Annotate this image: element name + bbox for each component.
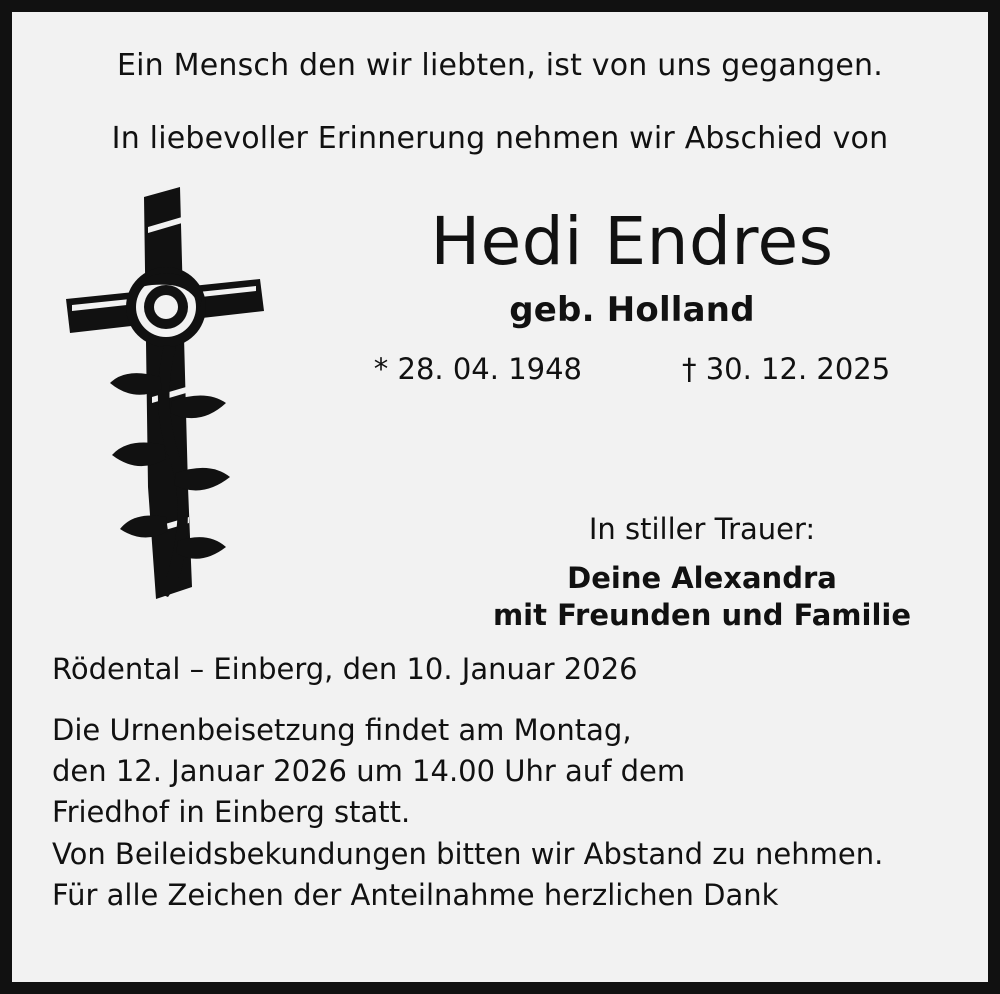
- mourning-block: [442, 512, 962, 634]
- funeral-details: [52, 710, 952, 916]
- deceased-name-block: [312, 203, 952, 387]
- death-date: † 30. 12. 2025: [682, 352, 891, 387]
- life-dates: [312, 352, 952, 386]
- intro-line-1: Ein Mensch den wir liebten, ist von uns gegangen.: [116, 48, 884, 83]
- mourning-names: [442, 560, 962, 634]
- birth-date: * 28. 04. 1948: [373, 352, 582, 387]
- mourning-name-line-2: mit Freunden und Familie: [492, 598, 912, 633]
- detail-line: Die Urnenbeisetzung findet am Montag,: [52, 713, 632, 747]
- detail-line: Von Beileidsbekundungen bitten wir Abstand zu nehmen.: [52, 836, 884, 871]
- detail-line: Friedhof in Einberg statt.: [52, 795, 411, 830]
- cross-with-rose-icon: [60, 187, 280, 617]
- detail-line: den 12. Januar 2026 um 14.00 Uhr auf dem: [52, 754, 686, 789]
- place-and-date: Rödental – Einberg, den 10. Januar 2026: [52, 652, 638, 686]
- mourning-name-line-1: Deine Alexandra: [567, 561, 837, 595]
- detail-line: Für alle Zeichen der Anteilnahme herzlichen Dank: [52, 877, 779, 912]
- deceased-name: Hedi Endres: [430, 203, 834, 280]
- intro-line-2: In liebevoller Erinnerung nehmen wir Abschied von: [111, 120, 889, 156]
- mourning-intro: In stiller Trauer:: [588, 512, 816, 546]
- bottom-block: [52, 652, 952, 916]
- obituary-inner: [12, 12, 988, 982]
- maiden-name: geb. Holland: [509, 290, 755, 331]
